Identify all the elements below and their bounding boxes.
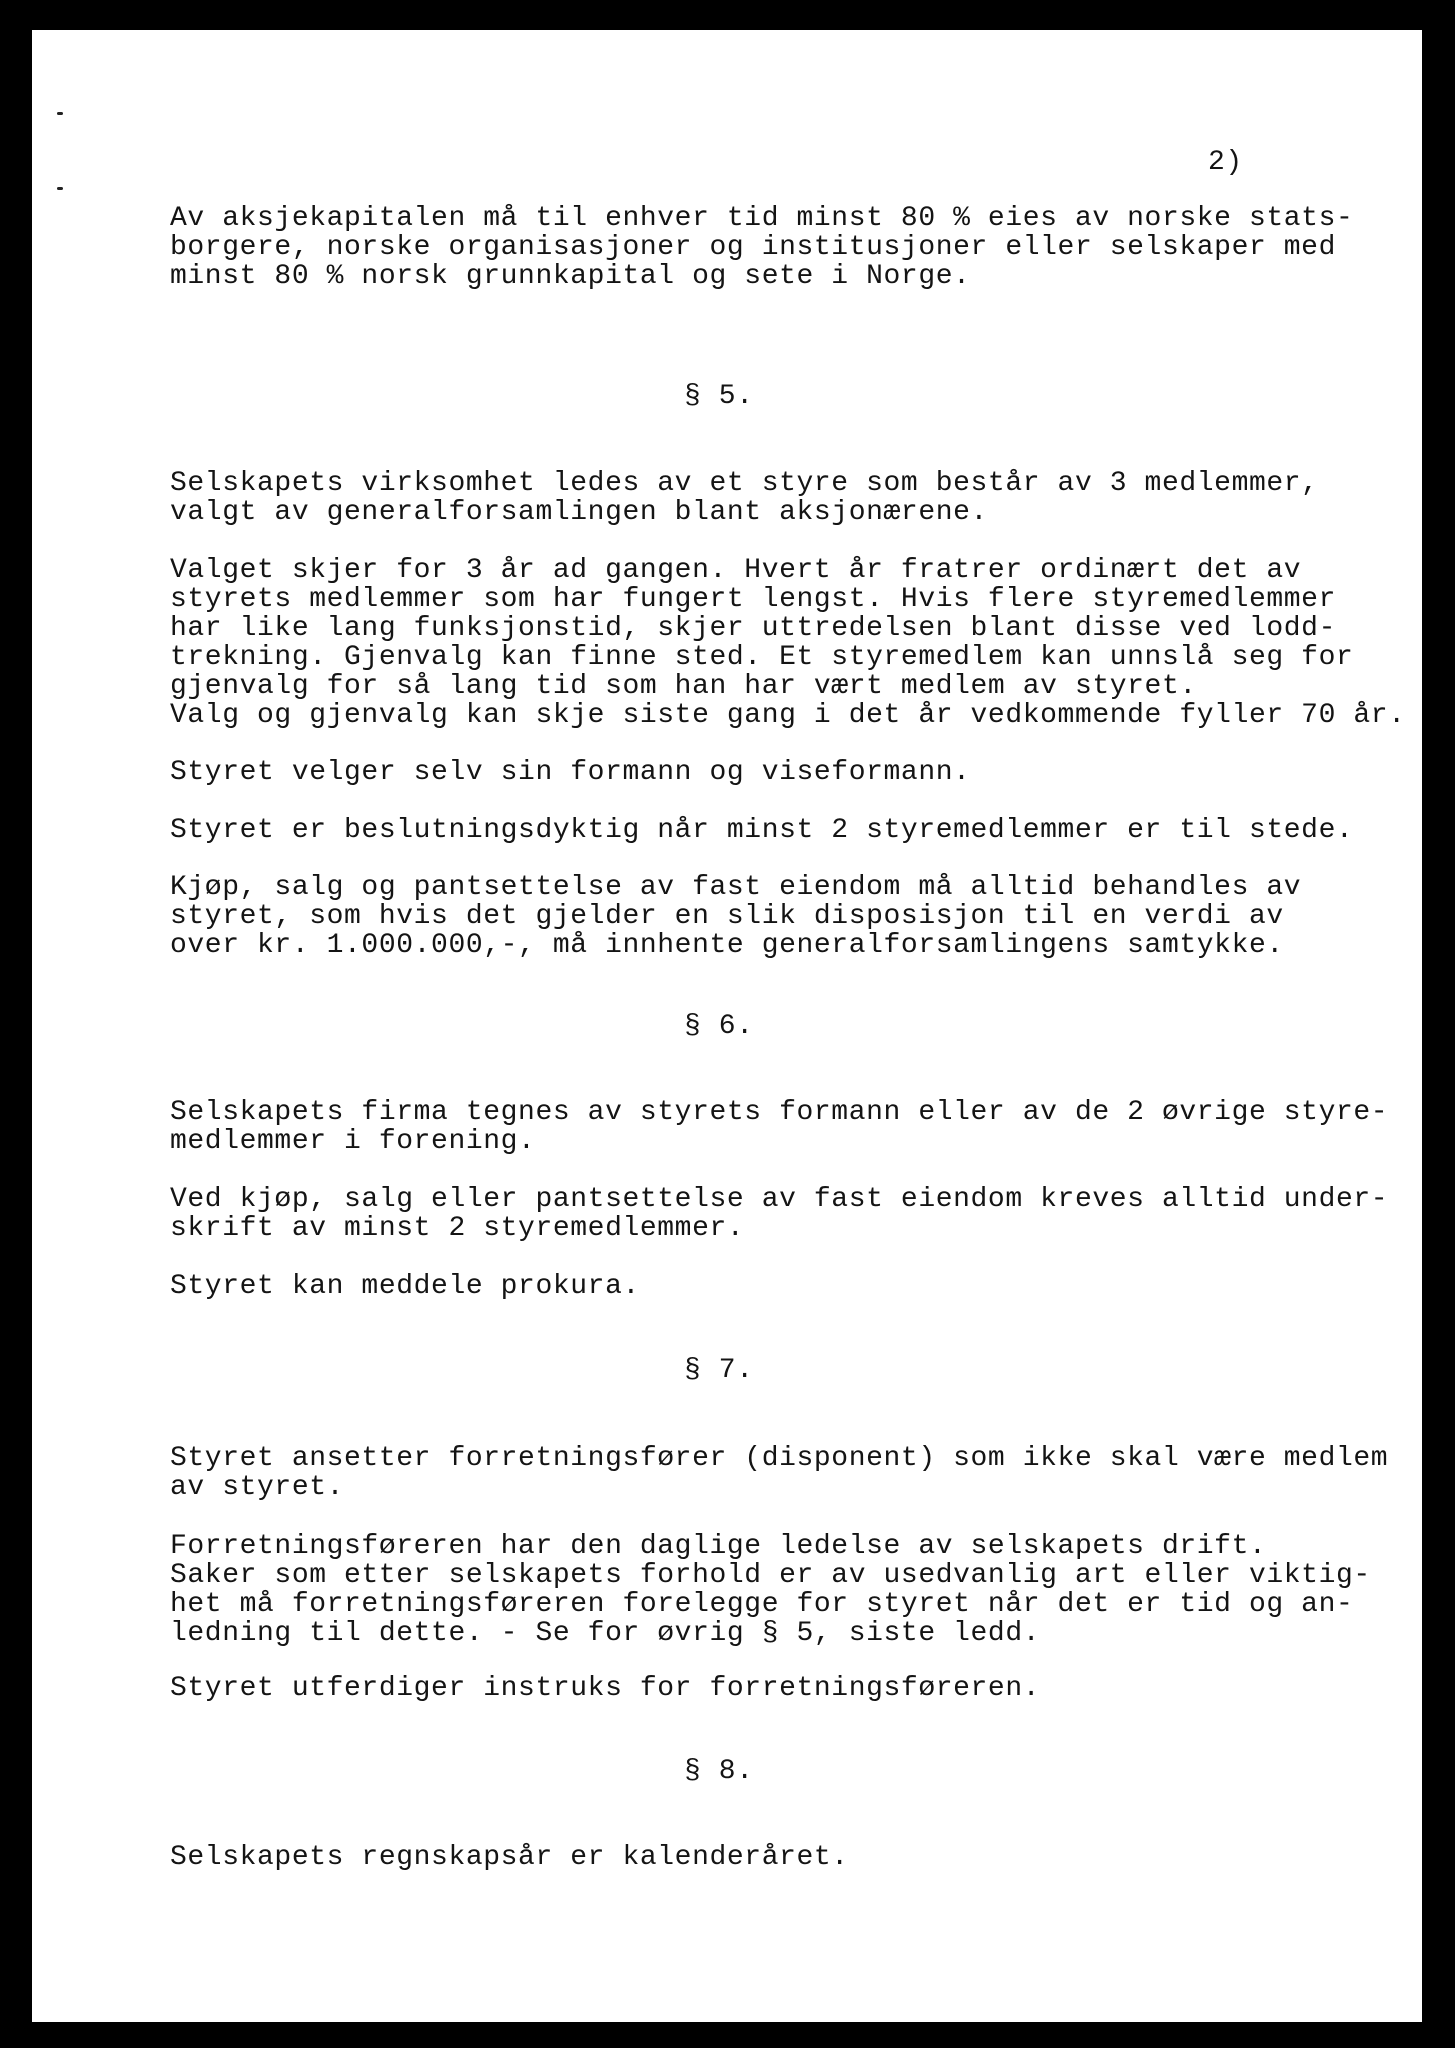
paragraph: Styret er beslutningsdyktig når minst 2 styremedlemmer er til stede. [170,815,1354,846]
section-heading-7: § 7. [684,1355,754,1386]
scan-speck [57,112,63,115]
section-heading-8: § 8. [684,1756,754,1787]
paragraph: Forretningsføreren har den daglige ledelse av selskapets drift. Saker som etter selskapets forhold er av usedvanlig art eller viktig- het må forretningsføreren forelegge for styret når det er tid og an- ledning til dette. - Se for øvrig § 5, siste ledd. [170,1531,1371,1649]
section-heading-5: § 5. [684,381,754,412]
paragraph: Styret velger selv sin formann og viseformann. [170,757,971,788]
opening-paragraph: Av aksjekapitalen må til enhver tid minst 80 % eies av norske stats- borgere, norske organisasjoner og institusjoner eller selskaper med minst 80 % norsk grunnkapital og sete i Norge. [170,203,1354,292]
paragraph: Kjøp, salg og pantsettelse av fast eiendom må alltid behandles av styret, som hvis det gjelder en slik disposisjon til en verdi av over kr. 1.000.000,-, må innhente generalforsamlingens samtykke. [170,872,1302,961]
paragraph: Ved kjøp, salg eller pantsettelse av fast eiendom kreves alltid under- skrift av minst 2 styremedlemmer. [170,1184,1389,1244]
paragraph: Styret ansetter forretningsfører (disponent) som ikke skal være medlem av styret. [170,1443,1389,1503]
paragraph: Selskapets virksomhet ledes av et styre som består av 3 medlemmer, valgt av generalforsamlingen blant aksjonærene. [170,468,1319,528]
paragraph: Selskapets regnskapsår er kalenderåret. [170,1842,849,1873]
paragraph: Styret utferdiger instruks for forretningsføreren. [170,1673,1041,1704]
paragraph: Selskapets firma tegnes av styrets formann eller av de 2 øvrige styre- medlemmer i forening. [170,1097,1389,1157]
paragraph: Styret kan meddele prokura. [170,1271,640,1302]
paragraph: Valget skjer for 3 år ad gangen. Hvert år fratrer ordinært det av styrets medlemmer som har fungert lengst. Hvis flere styremedlemmer har like lang funksjonstid, skjer uttredelsen blant disse ved lodd- trekning. Gjenvalg kan finne sted. Et styremedlem kan unnslå seg for gjenvalg for så lang tid som han har vært medlem av styret. Valg og gjenvalg kan skje siste gang i det år vedkommende fyller 70 år. [170,555,1406,731]
section-heading-6: § 6. [684,1011,754,1042]
page-number: 2) [1208,147,1243,178]
scan-speck [57,187,63,190]
document-page [32,30,1422,2022]
